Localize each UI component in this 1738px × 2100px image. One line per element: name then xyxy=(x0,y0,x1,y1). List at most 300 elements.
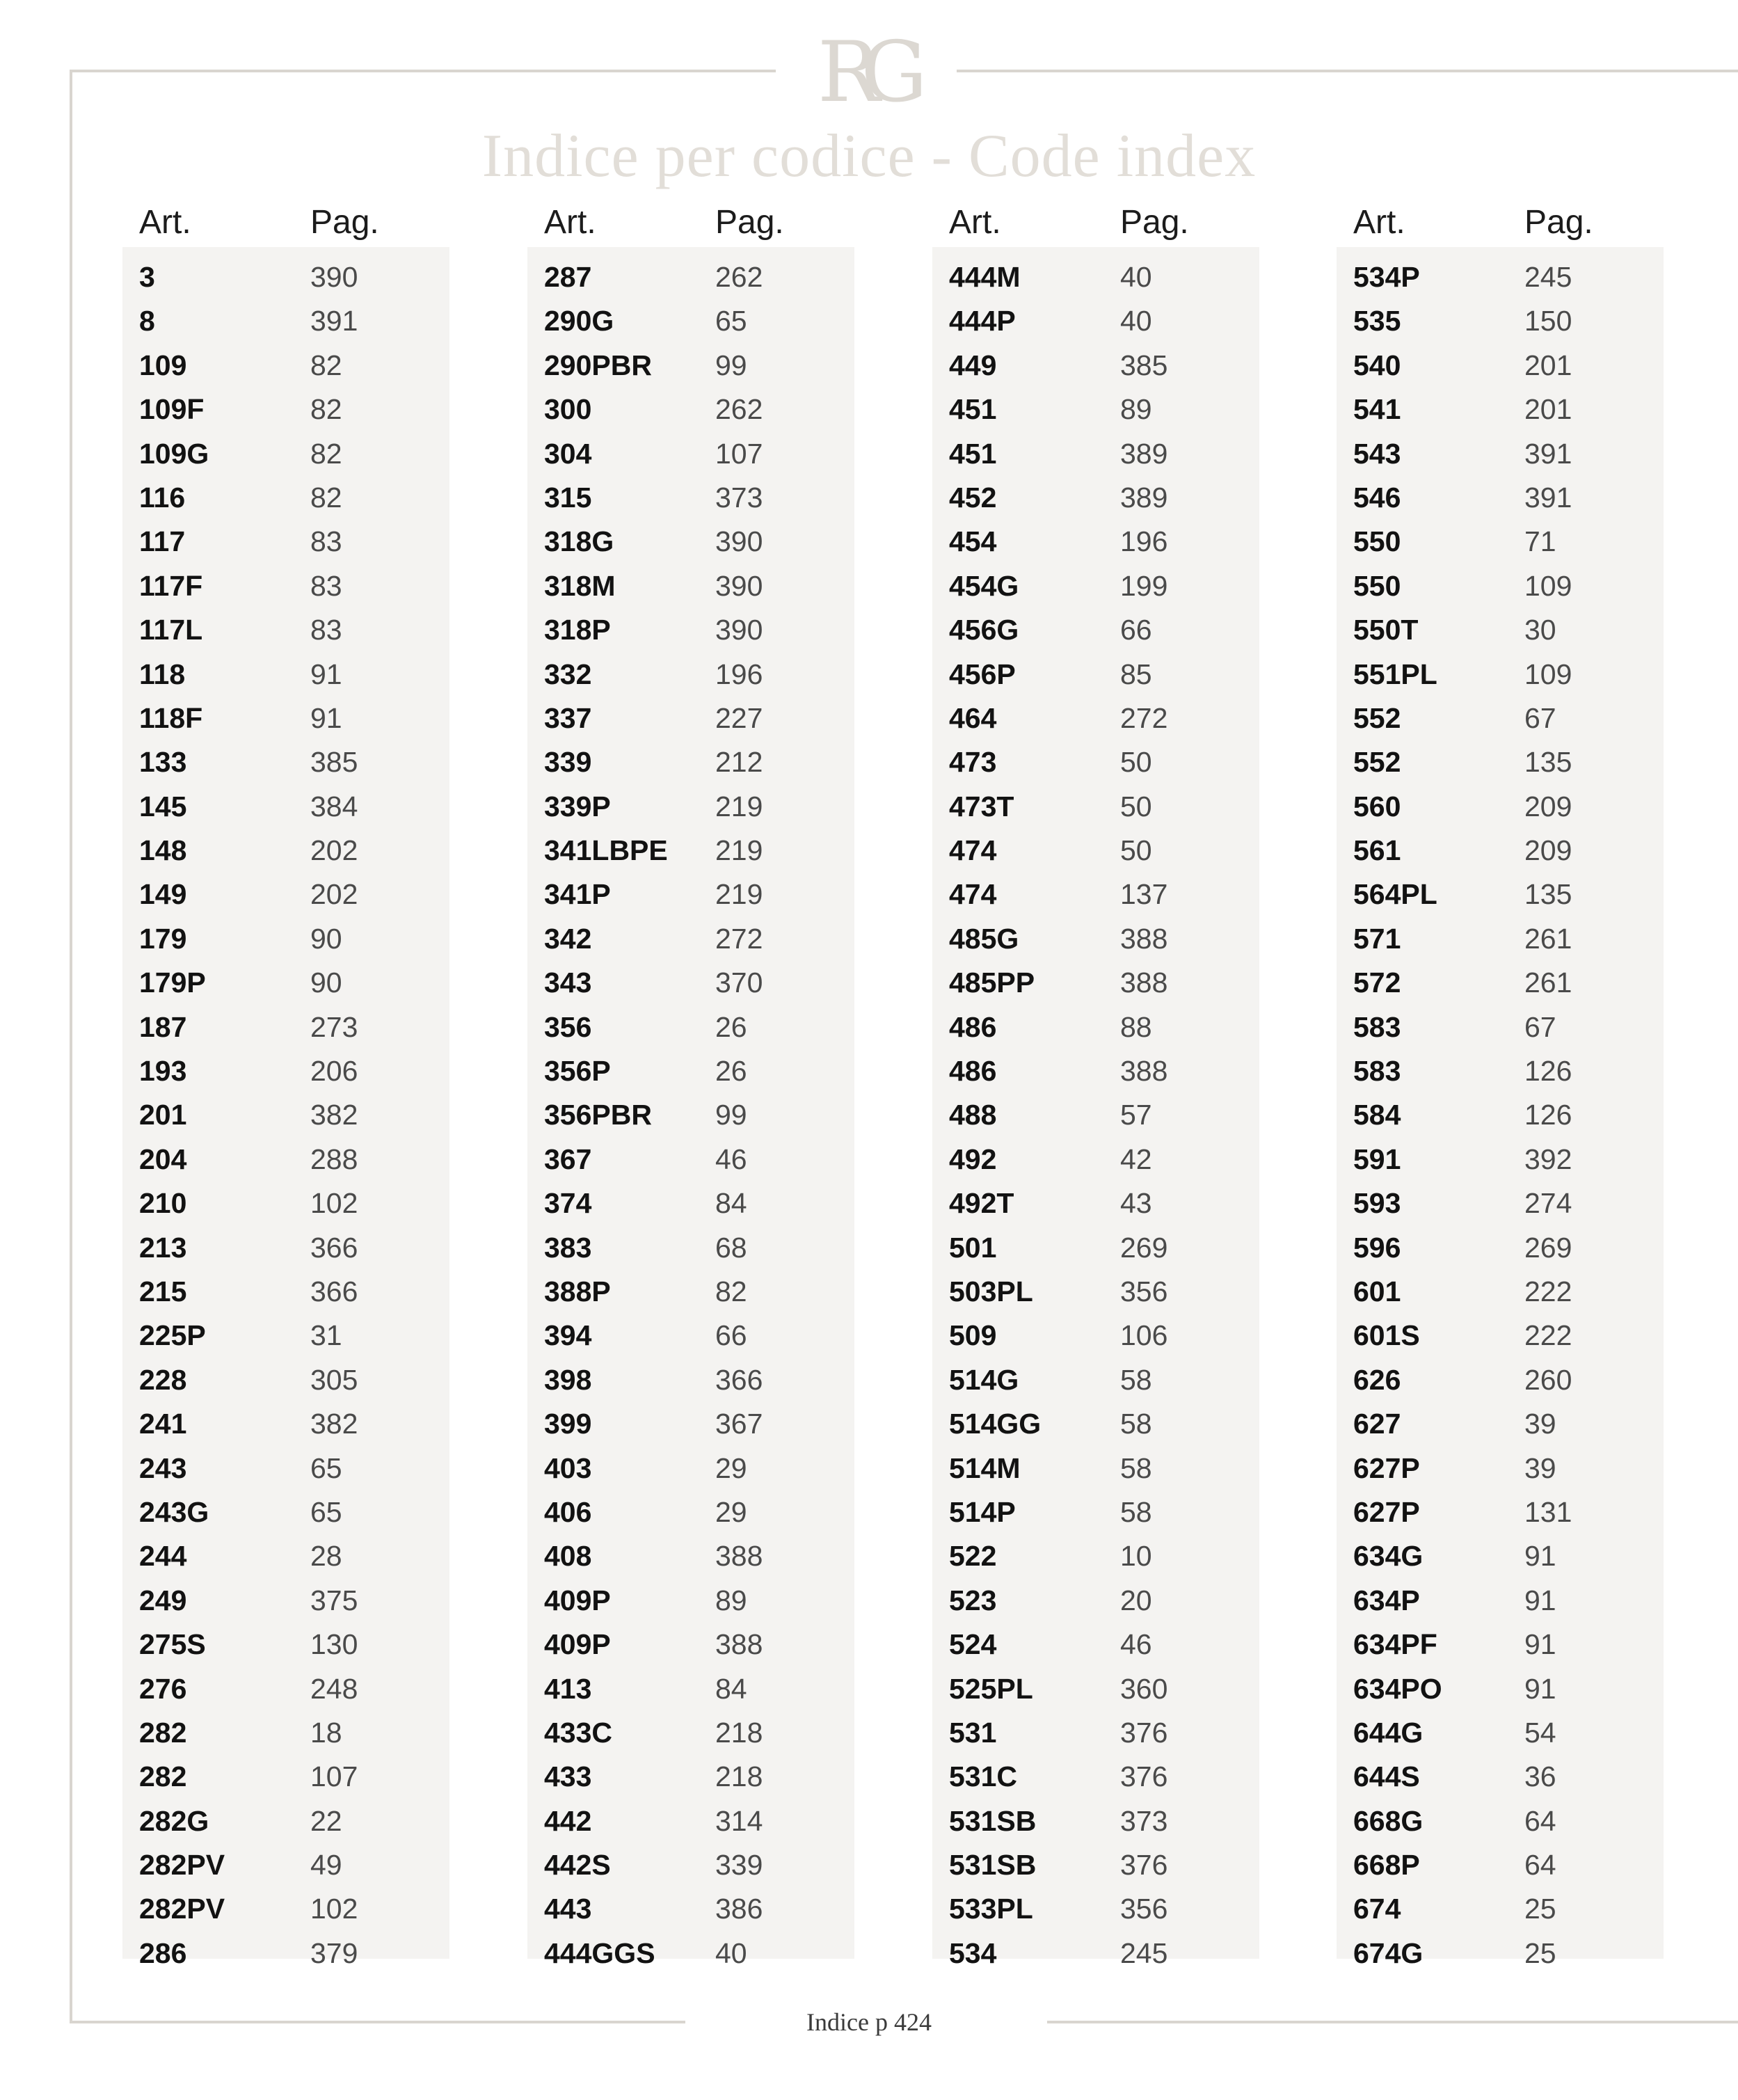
article-code: 356P xyxy=(544,1055,611,1088)
page-number: 135 xyxy=(1524,878,1572,911)
page-number: 391 xyxy=(1524,481,1572,514)
index-row xyxy=(932,564,1259,608)
page-number: 64 xyxy=(1524,1804,1556,1837)
article-code: 564PL xyxy=(1353,878,1437,911)
page-number: 28 xyxy=(310,1540,342,1573)
page-number: 388 xyxy=(1120,922,1168,955)
article-code: 452 xyxy=(949,481,997,514)
article-code: 290G xyxy=(544,305,614,337)
article-code: 531 xyxy=(949,1716,997,1749)
index-row xyxy=(122,1226,449,1270)
article-code: 117F xyxy=(139,569,203,602)
page-number: 82 xyxy=(715,1275,747,1307)
article-code: 525PL xyxy=(949,1672,1033,1705)
page-number: 150 xyxy=(1524,305,1572,337)
index-row xyxy=(527,1447,854,1490)
article-code: 118F xyxy=(139,701,203,734)
index-row xyxy=(122,653,449,697)
index-row xyxy=(122,520,449,564)
article-code: 492T xyxy=(949,1187,1014,1220)
page-number: 67 xyxy=(1524,1010,1556,1043)
page-number: 22 xyxy=(310,1804,342,1837)
article-code: 275S xyxy=(139,1628,206,1661)
index-row xyxy=(1337,697,1664,740)
article-code: 109F xyxy=(139,393,205,426)
page-number: 201 xyxy=(1524,349,1572,381)
index-row xyxy=(932,1755,1259,1799)
column-header xyxy=(527,198,854,247)
index-row xyxy=(527,1799,854,1843)
index-row xyxy=(527,1182,854,1225)
column-body xyxy=(932,247,1259,1969)
index-row xyxy=(122,961,449,1005)
index-row xyxy=(122,740,449,784)
index-row xyxy=(527,1579,854,1623)
page-number: 84 xyxy=(715,1672,747,1705)
index-row xyxy=(1337,299,1664,343)
article-code: 473T xyxy=(949,790,1014,822)
article-code: 668P xyxy=(1353,1849,1420,1882)
article-code: 442 xyxy=(544,1804,592,1837)
article-code: 541 xyxy=(1353,393,1401,426)
index-row xyxy=(527,1005,854,1049)
page-number: 269 xyxy=(1524,1231,1572,1264)
page-number: 392 xyxy=(1524,1143,1572,1175)
index-row xyxy=(932,1005,1259,1049)
index-row xyxy=(122,1358,449,1402)
page-number: 389 xyxy=(1120,481,1168,514)
article-code: 552 xyxy=(1353,746,1401,779)
index-row xyxy=(932,1049,1259,1093)
column-header xyxy=(932,198,1259,247)
page-footer: Indice p 424 xyxy=(806,2008,932,2036)
page-number: 29 xyxy=(715,1451,747,1484)
page-number: 43 xyxy=(1120,1187,1152,1220)
index-row xyxy=(122,1534,449,1578)
article-code: 572 xyxy=(1353,967,1401,999)
page-number: 65 xyxy=(310,1495,342,1528)
index-row xyxy=(527,1843,854,1887)
index-row xyxy=(122,1843,449,1887)
article-code: 282 xyxy=(139,1760,187,1793)
article-code: 145 xyxy=(139,790,187,822)
index-row xyxy=(527,255,854,299)
article-code: 634PO xyxy=(1353,1672,1442,1705)
index-row xyxy=(1337,785,1664,829)
page-number: 50 xyxy=(1120,790,1152,822)
page-number: 91 xyxy=(310,701,342,734)
art-header: Art. xyxy=(949,204,1001,241)
article-code: 179P xyxy=(139,967,206,999)
article-code: 454 xyxy=(949,525,997,558)
index-row xyxy=(932,785,1259,829)
index-row xyxy=(932,1093,1259,1137)
article-code: 626 xyxy=(1353,1363,1401,1396)
page-number: 71 xyxy=(1524,525,1556,558)
article-code: 337 xyxy=(544,701,592,734)
page-number: 65 xyxy=(715,305,747,337)
index-column-2 xyxy=(527,198,854,1969)
index-row xyxy=(932,520,1259,564)
article-code: 315 xyxy=(544,481,592,514)
page-number: 57 xyxy=(1120,1099,1152,1131)
article-code: 627P xyxy=(1353,1495,1420,1528)
index-row xyxy=(1337,520,1664,564)
article-code: 644S xyxy=(1353,1760,1420,1793)
article-code: 409P xyxy=(544,1584,611,1616)
frame-line-top-right xyxy=(957,70,1738,72)
page-number: 10 xyxy=(1120,1540,1152,1573)
page-number: 64 xyxy=(1524,1849,1556,1882)
page-number: 54 xyxy=(1524,1716,1556,1749)
index-row xyxy=(122,1093,449,1137)
page-number: 376 xyxy=(1120,1849,1168,1882)
article-code: 540 xyxy=(1353,349,1401,381)
index-row xyxy=(527,1049,854,1093)
page-number: 196 xyxy=(1120,525,1168,558)
index-row xyxy=(1337,1534,1664,1578)
page-number: 89 xyxy=(715,1584,747,1616)
article-code: 451 xyxy=(949,437,997,470)
article-code: 117 xyxy=(139,525,186,558)
index-row xyxy=(527,1887,854,1931)
page-number: 135 xyxy=(1524,746,1572,779)
index-row xyxy=(527,476,854,520)
index-row xyxy=(527,1623,854,1667)
index-row xyxy=(1337,255,1664,299)
index-row xyxy=(122,388,449,431)
article-code: 531SB xyxy=(949,1804,1037,1837)
article-code: 627 xyxy=(1353,1408,1401,1440)
article-code: 560 xyxy=(1353,790,1401,822)
page-number: 219 xyxy=(715,834,763,867)
page-number: 376 xyxy=(1120,1760,1168,1793)
article-code: 514GG xyxy=(949,1408,1042,1440)
article-code: 523 xyxy=(949,1584,997,1616)
page-number: 58 xyxy=(1120,1495,1152,1528)
page-number: 388 xyxy=(1120,967,1168,999)
page-number: 222 xyxy=(1524,1319,1572,1352)
article-code: 342 xyxy=(544,922,592,955)
page-number: 305 xyxy=(310,1363,358,1396)
page-number: 65 xyxy=(310,1451,342,1484)
index-row xyxy=(1337,344,1664,388)
article-code: 571 xyxy=(1353,922,1401,955)
article-code: 550 xyxy=(1353,569,1401,602)
article-code: 109 xyxy=(139,349,187,381)
index-row xyxy=(932,1711,1259,1755)
index-row xyxy=(122,1799,449,1843)
article-code: 133 xyxy=(139,746,187,779)
article-code: 533PL xyxy=(949,1893,1033,1925)
index-row xyxy=(122,697,449,740)
page-number: 29 xyxy=(715,1495,747,1528)
index-row xyxy=(1337,1138,1664,1182)
article-code: 593 xyxy=(1353,1187,1401,1220)
page-number: 196 xyxy=(715,658,763,690)
page-number: 31 xyxy=(310,1319,342,1352)
index-row xyxy=(932,1358,1259,1402)
index-row xyxy=(1337,1623,1664,1667)
pag-header: Pag. xyxy=(1120,204,1189,241)
index-row xyxy=(1337,740,1664,784)
article-code: 551PL xyxy=(1353,658,1437,690)
article-code: 524 xyxy=(949,1628,997,1661)
page-number: 42 xyxy=(1120,1143,1152,1175)
index-row xyxy=(122,1005,449,1049)
article-code: 474 xyxy=(949,834,997,867)
column-body xyxy=(122,247,449,1969)
page-number: 218 xyxy=(715,1760,763,1793)
page-number: 58 xyxy=(1120,1408,1152,1440)
page-number: 379 xyxy=(310,1936,358,1969)
pag-header: Pag. xyxy=(310,204,379,241)
index-row xyxy=(527,653,854,697)
index-row xyxy=(527,1270,854,1314)
article-code: 356PBR xyxy=(544,1099,652,1131)
page-number: 391 xyxy=(1524,437,1572,470)
article-code: 486 xyxy=(949,1055,997,1088)
page-number: 40 xyxy=(1120,305,1152,337)
page-number: 99 xyxy=(715,1099,747,1131)
page-number: 212 xyxy=(715,746,763,779)
index-row xyxy=(122,476,449,520)
page-number: 360 xyxy=(1120,1672,1168,1705)
index-row xyxy=(1337,961,1664,1005)
article-code: 225P xyxy=(139,1319,206,1352)
article-code: 398 xyxy=(544,1363,592,1396)
index-row xyxy=(122,299,449,343)
article-code: 501 xyxy=(949,1231,997,1264)
index-row xyxy=(1337,653,1664,697)
page-number: 390 xyxy=(715,569,763,602)
page-number: 130 xyxy=(310,1628,358,1661)
page-number: 89 xyxy=(1120,393,1152,426)
page-number: 49 xyxy=(310,1849,342,1882)
index-row xyxy=(1337,1932,1664,1975)
page-number: 66 xyxy=(715,1319,747,1352)
article-code: 341LBPE xyxy=(544,834,668,867)
index-row xyxy=(527,1314,854,1358)
index-column-1 xyxy=(122,198,449,1969)
page-number: 314 xyxy=(715,1804,763,1837)
index-row xyxy=(527,608,854,652)
index-row xyxy=(527,388,854,431)
index-row xyxy=(1337,1667,1664,1711)
frame-line-left xyxy=(70,70,72,2023)
article-code: 413 xyxy=(544,1672,592,1705)
page-number: 84 xyxy=(715,1187,747,1220)
index-row xyxy=(527,1932,854,1975)
index-row xyxy=(122,255,449,299)
page-number: 269 xyxy=(1120,1231,1168,1264)
page-number: 202 xyxy=(310,834,358,867)
article-code: 550 xyxy=(1353,525,1401,558)
article-code: 535 xyxy=(1353,305,1401,337)
index-row xyxy=(527,829,854,873)
index-row xyxy=(932,608,1259,652)
index-row xyxy=(527,697,854,740)
page-number: 222 xyxy=(1524,1275,1572,1307)
article-code: 318P xyxy=(544,614,611,646)
page-number: 245 xyxy=(1524,261,1572,293)
article-code: 634G xyxy=(1353,1540,1424,1573)
index-row xyxy=(932,1799,1259,1843)
page-number: 58 xyxy=(1120,1451,1152,1484)
article-code: 514G xyxy=(949,1363,1019,1396)
index-row xyxy=(932,1490,1259,1534)
page-number: 18 xyxy=(310,1716,342,1749)
art-header: Art. xyxy=(544,204,596,241)
index-row xyxy=(932,1579,1259,1623)
article-code: 674 xyxy=(1353,1893,1401,1925)
article-code: 318M xyxy=(544,569,616,602)
index-column-4 xyxy=(1337,198,1664,1969)
index-row xyxy=(1337,1887,1664,1931)
article-code: 383 xyxy=(544,1231,592,1264)
index-row xyxy=(1337,1005,1664,1049)
index-row xyxy=(932,829,1259,873)
article-code: 406 xyxy=(544,1495,592,1528)
index-row xyxy=(1337,1314,1664,1358)
page-number: 83 xyxy=(310,614,342,646)
article-code: 531C xyxy=(949,1760,1018,1793)
index-row xyxy=(527,1226,854,1270)
index-row xyxy=(932,873,1259,916)
index-row xyxy=(1337,1579,1664,1623)
index-row xyxy=(527,432,854,476)
page-title: Indice per codice - Code index xyxy=(481,122,1257,190)
page-number: 245 xyxy=(1120,1936,1168,1969)
page-number: 58 xyxy=(1120,1363,1152,1396)
index-row xyxy=(1337,1755,1664,1799)
index-row xyxy=(1337,873,1664,916)
page-number: 36 xyxy=(1524,1760,1556,1793)
pag-header: Pag. xyxy=(715,204,784,241)
index-row xyxy=(527,917,854,961)
page-number: 218 xyxy=(715,1716,763,1749)
article-code: 443 xyxy=(544,1893,592,1925)
page-number: 67 xyxy=(1524,701,1556,734)
index-column-3 xyxy=(932,198,1259,1969)
article-code: 109G xyxy=(139,437,209,470)
page-number: 261 xyxy=(1524,967,1572,999)
page-number: 262 xyxy=(715,393,763,426)
page-number: 106 xyxy=(1120,1319,1168,1352)
page-number: 202 xyxy=(310,878,358,911)
article-code: 583 xyxy=(1353,1010,1401,1043)
index-row xyxy=(1337,1843,1664,1887)
brand-logo: RG xyxy=(817,24,909,121)
index-row xyxy=(122,1623,449,1667)
column-body xyxy=(1337,247,1664,1969)
page-number: 88 xyxy=(1120,1010,1152,1043)
page-number: 388 xyxy=(715,1628,763,1661)
article-code: 367 xyxy=(544,1143,592,1175)
index-row xyxy=(1337,1447,1664,1490)
index-row xyxy=(527,1534,854,1578)
page-number: 68 xyxy=(715,1231,747,1264)
page-number: 390 xyxy=(310,261,358,293)
page-number: 219 xyxy=(715,878,763,911)
page-number: 82 xyxy=(310,437,342,470)
index-row xyxy=(122,1667,449,1711)
article-code: 332 xyxy=(544,658,592,690)
index-row xyxy=(527,1093,854,1137)
article-code: 282PV xyxy=(139,1849,225,1882)
page-number: 391 xyxy=(310,305,358,337)
index-row xyxy=(932,1402,1259,1446)
page-number: 40 xyxy=(1120,261,1152,293)
index-row xyxy=(527,299,854,343)
article-code: 241 xyxy=(139,1408,187,1440)
page-number: 248 xyxy=(310,1672,358,1705)
index-row xyxy=(122,917,449,961)
page-number: 272 xyxy=(1120,701,1168,734)
article-code: 591 xyxy=(1353,1143,1401,1175)
index-row xyxy=(1337,432,1664,476)
index-row xyxy=(527,1402,854,1446)
page-number: 388 xyxy=(715,1540,763,1573)
article-code: 290PBR xyxy=(544,349,652,381)
article-code: 118 xyxy=(139,658,186,690)
index-row xyxy=(1337,1711,1664,1755)
article-code: 486 xyxy=(949,1010,997,1043)
article-code: 449 xyxy=(949,349,997,381)
page-number: 375 xyxy=(310,1584,358,1616)
index-row xyxy=(932,299,1259,343)
page-number: 376 xyxy=(1120,1716,1168,1749)
index-row xyxy=(122,1711,449,1755)
page-number: 288 xyxy=(310,1143,358,1175)
article-code: 550T xyxy=(1353,614,1419,646)
art-header: Art. xyxy=(1353,204,1405,241)
article-code: 343 xyxy=(544,967,592,999)
index-row xyxy=(122,1270,449,1314)
article-code: 244 xyxy=(139,1540,187,1573)
index-row xyxy=(932,961,1259,1005)
index-row xyxy=(932,1932,1259,1975)
article-code: 444P xyxy=(949,305,1016,337)
frame-line-top-left xyxy=(70,70,776,72)
index-row xyxy=(932,1887,1259,1931)
page-number: 126 xyxy=(1524,1099,1572,1131)
page-number: 390 xyxy=(715,614,763,646)
page-number: 109 xyxy=(1524,569,1572,602)
page-number: 131 xyxy=(1524,1495,1572,1528)
page-number: 66 xyxy=(1120,614,1152,646)
article-code: 282 xyxy=(139,1716,187,1749)
page-number: 206 xyxy=(310,1055,358,1088)
article-code: 456G xyxy=(949,614,1019,646)
page-number: 26 xyxy=(715,1010,747,1043)
article-code: 249 xyxy=(139,1584,187,1616)
page-number: 102 xyxy=(310,1187,358,1220)
article-code: 201 xyxy=(139,1099,187,1131)
page-number: 388 xyxy=(1120,1055,1168,1088)
page-number: 50 xyxy=(1120,834,1152,867)
index-row xyxy=(932,1138,1259,1182)
index-row xyxy=(1337,564,1664,608)
article-code: 634P xyxy=(1353,1584,1420,1616)
page-number: 384 xyxy=(310,790,358,822)
page-number: 83 xyxy=(310,525,342,558)
article-code: 243 xyxy=(139,1451,187,1484)
article-code: 534 xyxy=(949,1936,997,1969)
index-row xyxy=(122,829,449,873)
index-row xyxy=(932,1447,1259,1490)
index-row xyxy=(932,344,1259,388)
